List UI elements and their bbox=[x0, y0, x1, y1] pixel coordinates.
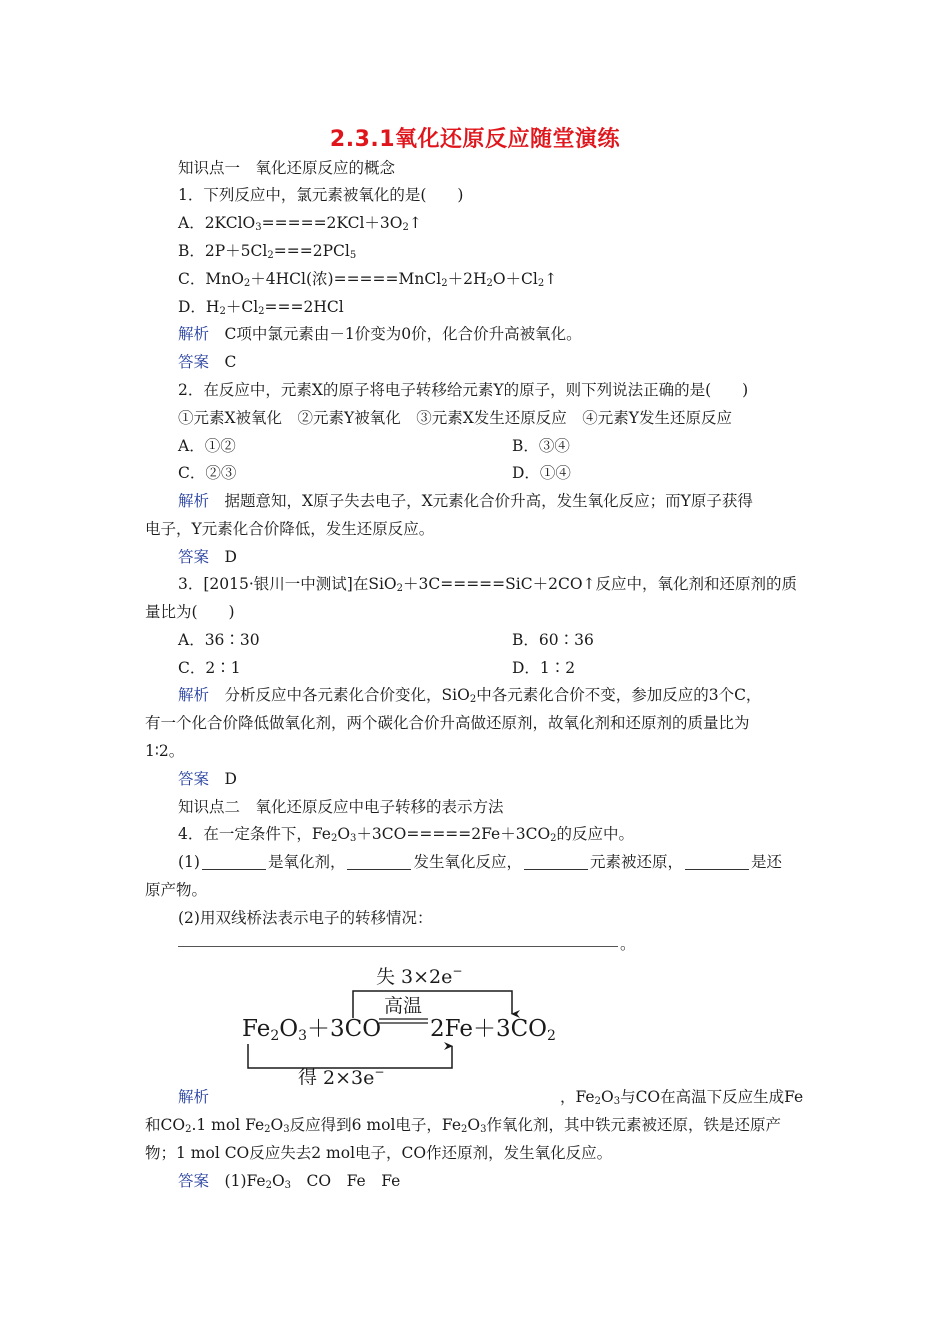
analysis-label: 解析 bbox=[178, 1088, 210, 1106]
equation: Fe2O3＋3CO bbox=[242, 1016, 382, 1044]
electron-transfer-diagram bbox=[236, 960, 566, 1085]
q3-option-a: A．36∶30 bbox=[178, 631, 260, 649]
q2-option-b: B．③④ bbox=[512, 437, 570, 455]
q1-answer: 答案 C bbox=[178, 353, 237, 371]
q2-option-d: D．①④ bbox=[512, 464, 571, 482]
q2-statements: ①元素X被氧化 ②元素Y被氧化 ③元素X发生还原反应 ④元素Y发生还原反应 bbox=[178, 409, 733, 427]
q3-stem-line2: 量比为( ) bbox=[145, 603, 235, 621]
q4-answer: 答案 $(1)Fe_2O_3$ CO Fe Fe bbox=[178, 1172, 401, 1191]
q3-answer: 答案 D bbox=[178, 770, 237, 788]
q4-analysis-line3: 物；1 mol CO反应失去2 mol电子，CO作还原剂，发生氧化反应。 bbox=[145, 1144, 613, 1162]
q4-analysis-label bbox=[178, 1087, 209, 1107]
q4-stem: 4．在一定条件下，$Fe_2O_3+3CO=====2Fe+3CO_2$的反应中。 bbox=[178, 825, 635, 844]
analysis-label: 解析 bbox=[178, 686, 210, 704]
q4-part1: (1) 是氧化剂， 发生氧化反应， 元素被还原， 是还 bbox=[178, 853, 783, 871]
section-heading-2: 知识点二 氧化还原反应中电子转移的表示方法 bbox=[178, 798, 504, 816]
q2-analysis: 解析 据题意知，X原子失去电子，X元素化合价升高，发生氧化反应；而Y原子获得 bbox=[178, 492, 753, 510]
q4-part2-period: 。 bbox=[620, 935, 636, 953]
bottom-bracket bbox=[248, 1044, 452, 1068]
q2-answer: 答案 D bbox=[178, 548, 237, 566]
answer-blank-line bbox=[178, 946, 618, 947]
blank-4 bbox=[685, 853, 749, 870]
section-heading-1: 知识点一 氧化还原反应的概念 bbox=[178, 159, 396, 177]
q4-analysis: ，$Fe_2O_3$与CO在高温下反应生成Fe bbox=[560, 1088, 804, 1107]
q4-analysis-line2: 和$CO_2.1$ mol $Fe_2O_3$反应得到6 mol电子，$Fe_2O_3$作氧化剂，其中铁元素被还原，铁是还原产 bbox=[145, 1116, 781, 1135]
answer-label: 答案 bbox=[178, 1172, 210, 1190]
page-title: 2.3.1氧化还原反应随堂演练 bbox=[329, 127, 621, 152]
blank-1 bbox=[202, 853, 266, 870]
q3-analysis-line2: 有一个化合价降低做氧化剂，两个碳化合价升高做还原剂，故氧化剂和还原剂的质量比为 bbox=[145, 714, 750, 732]
analysis-label: 解析 bbox=[178, 492, 210, 510]
q4-part1-line2: 原产物。 bbox=[145, 881, 208, 899]
q3-option-c: C．2∶1 bbox=[178, 659, 241, 677]
analysis-label: 解析 bbox=[178, 325, 210, 343]
q2-stem: 2．在反应中，元素X的原子将电子转移给元素Y的原子，则下列说法正确的是( ) bbox=[178, 381, 749, 399]
condition-label: 高温 bbox=[384, 995, 423, 1017]
q1-analysis: 解析 C项中氯元素由－1价变为0价，化合价升高被氧化。 bbox=[178, 325, 582, 343]
equation-products: 2Fe＋3CO2 bbox=[430, 1016, 556, 1044]
q3-stem: 3．[2015·银川一中测试]在SiO$_2$＋3C=====SiC＋2CO↑反应中，氧化剂和还原剂的质 bbox=[178, 575, 798, 594]
blank-2 bbox=[347, 853, 411, 870]
q3-option-d: D．1∶2 bbox=[512, 659, 576, 677]
q1-option-c: C．MnO$_2$＋4HCl(浓)$=====MnCl_2+2H_2O+Cl_2↑$ bbox=[178, 270, 558, 289]
q1-option-d: D．$H_2+Cl_2===2HCl$ bbox=[178, 298, 344, 317]
q4-part2: (2)用双线桥法表示电子的转移情况： bbox=[178, 909, 433, 927]
answer-label: 答案 bbox=[178, 770, 210, 788]
q3-analysis-line3: 1∶2。 bbox=[145, 742, 185, 760]
q3-option-b: B．60∶36 bbox=[512, 631, 594, 649]
bottom-label: 得 2×3e− bbox=[298, 1065, 385, 1085]
answer-label: 答案 bbox=[178, 548, 210, 566]
q1-stem: 1．下列反应中，氯元素被氧化的是( ) bbox=[178, 186, 464, 204]
q2-analysis-line2: 电子，Y元素化合价降低，发生还原反应。 bbox=[145, 520, 435, 538]
q2-option-c: C．②③ bbox=[178, 464, 237, 482]
top-bracket bbox=[353, 991, 512, 1018]
q1-option-b: B．$2P+5Cl_2===2PCl_5$ bbox=[178, 242, 357, 261]
q2-option-a: A．①② bbox=[178, 437, 236, 455]
top-label: 失 3×2e− bbox=[376, 964, 463, 988]
q1-option-a: A．$2KClO_3=====2KCl+3O_2↑$ bbox=[178, 214, 422, 233]
answer-label: 答案 bbox=[178, 353, 210, 371]
blank-3 bbox=[524, 853, 588, 870]
q3-analysis: 解析 分析反应中各元素化合价变化，SiO$_2$中各元素化合价不变，参加反应的3个C， bbox=[178, 686, 762, 705]
